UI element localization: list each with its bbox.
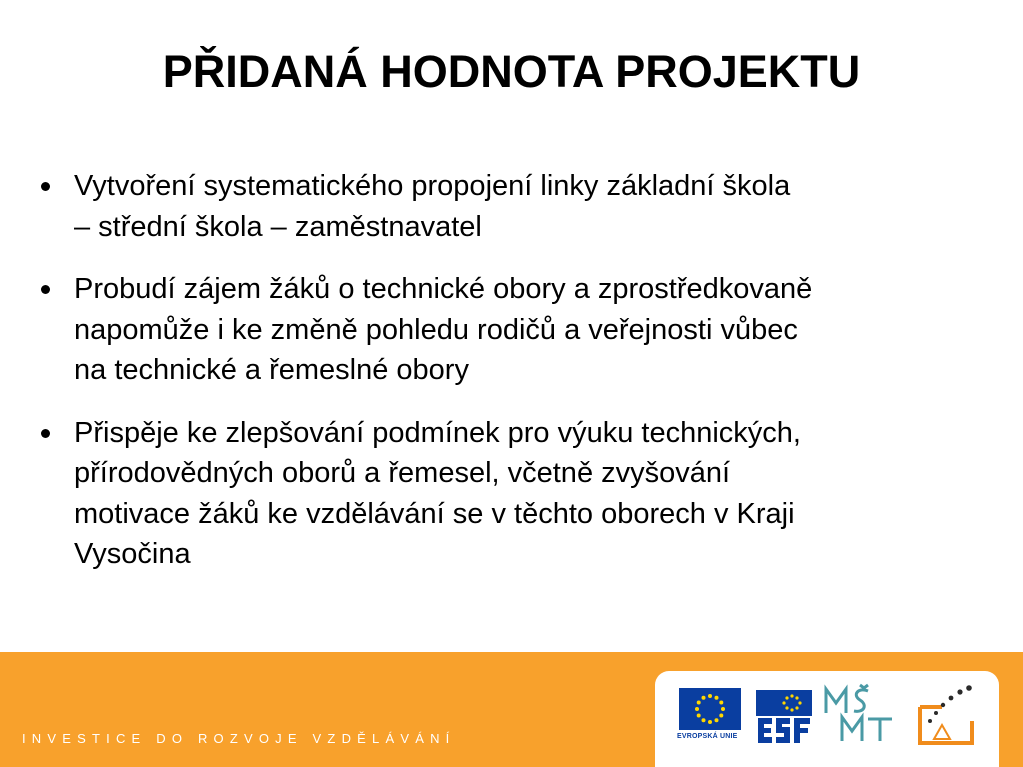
bullet-item [0,269,1004,391]
footer-slogan: INVESTICE DO ROZVOJE VZDĚLÁVÁNÍ [22,731,456,746]
esf-logo-icon [752,688,816,744]
eu-flag-icon [679,688,741,730]
opvk-logo-icon [912,683,980,747]
bullet-line: – střední škola – zaměstnavatel [74,210,482,243]
eu-caption: EVROPSKÁ UNIE [677,733,738,740]
bullet-line: napomůže i ke změně pohledu rodičů a veřejnosti vůbec [74,313,798,346]
bullet-line: Vytvoření systematického propojení linky základní škola [74,170,791,202]
bullet-line: Přispěje ke zlepšování podmínek pro výuku technických, [74,416,801,449]
bullet-dot-icon [41,285,50,294]
bullet-list [0,166,1023,597]
bullet-line: motivace žáků ke vzdělávání se v těchto oborech v Kraji [74,497,795,530]
bullet-item [0,413,1004,575]
logo-panel [655,671,999,767]
bullet-line: přírodovědných oborů a řemesel, včetně zvyšování [74,457,731,489]
msmt-logo-icon [822,683,906,745]
bullet-line: na technické a řemeslné obory [74,354,469,386]
bullet-dot-icon [41,429,50,438]
slide-title: PŘIDANÁ HODNOTA PROJEKTU [162,46,861,97]
bullet-line: Probudí zájem žáků o technické obory a zprostředkovaně [74,273,813,305]
bullet-item [0,166,1004,247]
bullet-line: Vysočina [74,538,191,570]
bullet-dot-icon [41,182,50,191]
